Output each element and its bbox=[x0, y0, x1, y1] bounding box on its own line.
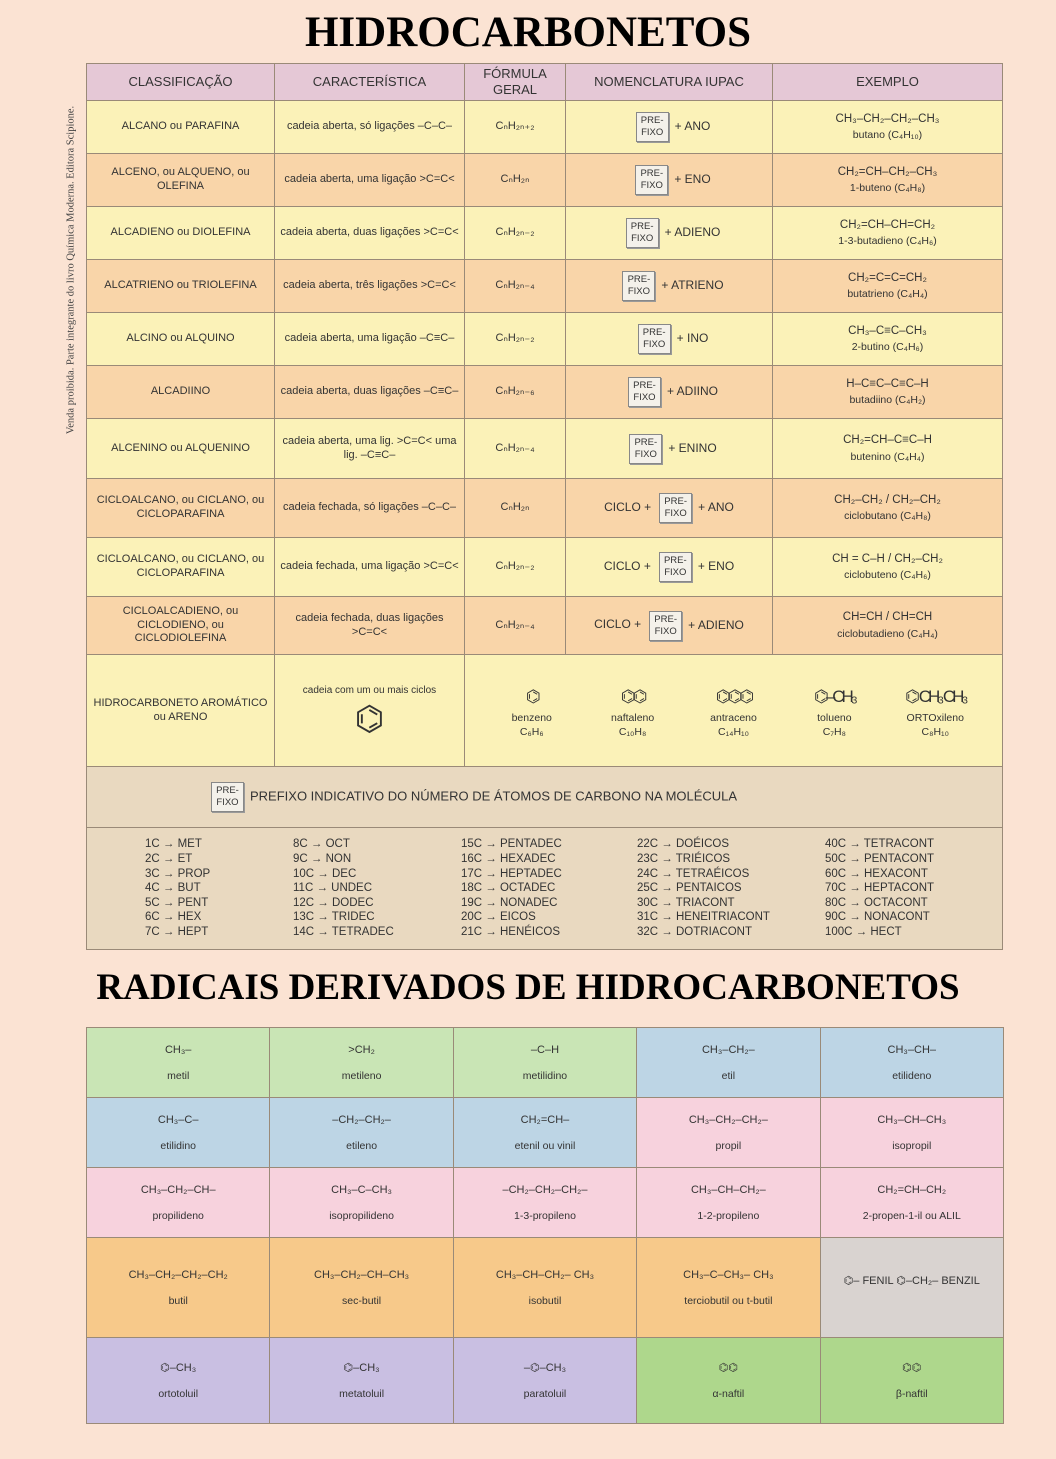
nomenclatura-cell bbox=[566, 313, 773, 366]
caracteristica-cell: cadeia fechada, duas ligações >C=C< bbox=[275, 597, 465, 655]
exemplo-cell bbox=[773, 154, 1003, 207]
ring-icon: ⌬–CH₃ bbox=[813, 687, 855, 707]
ciclo-prefix: CICLO + bbox=[604, 499, 652, 514]
example-formula: CH₂=CH–C≡C–H bbox=[843, 434, 932, 447]
radical-cell bbox=[87, 1338, 270, 1424]
suffix-text: + ADIINO bbox=[666, 383, 719, 398]
nomenclatura-cell bbox=[566, 419, 773, 479]
aromatic-example bbox=[481, 682, 582, 738]
prefix-item: 4C → BUT bbox=[145, 882, 201, 895]
prefix-item: 2C → ET bbox=[145, 853, 193, 866]
radical-formula: CH₃–CH₂–CH–CH₃ bbox=[314, 1268, 410, 1281]
prefix-box: PRE-FIXO bbox=[635, 165, 668, 195]
suffix-text: + ENO bbox=[697, 558, 735, 573]
radical-cell bbox=[637, 1168, 820, 1238]
prefix-item: 32C → DOTRIACONT bbox=[637, 925, 753, 938]
suffix-text: + ATRIENO bbox=[661, 277, 724, 292]
nomenclatura-cell bbox=[566, 479, 773, 538]
prefix-item: 14C → TETRADEC bbox=[293, 925, 394, 938]
benzene-ring-icon: ⌬ bbox=[354, 699, 385, 738]
radical-name: metil bbox=[167, 1069, 190, 1082]
radical-cell bbox=[820, 1168, 1003, 1238]
radical-name: 1-2-propileno bbox=[697, 1209, 760, 1222]
radical-formula: –C–H bbox=[530, 1043, 560, 1056]
prefix-item: 40C → TETRACONT bbox=[825, 838, 935, 851]
prefix-item: 3C → PROP bbox=[145, 867, 211, 880]
caracteristica-cell: cadeia aberta, uma ligação >C=C< bbox=[275, 154, 465, 207]
formula-cell: CₙH₂ₙ bbox=[465, 154, 566, 207]
prefix-item: 23C → TRIÉICOS bbox=[637, 853, 731, 866]
radical-cell bbox=[453, 1238, 636, 1338]
ring-icon: ⌬ bbox=[525, 687, 538, 707]
example-name: ciclobuteno (C₄H₆) bbox=[844, 569, 931, 582]
suffix-text: + ANO bbox=[674, 118, 711, 133]
classificacao-cell: ALCANO ou PARAFINA bbox=[87, 101, 275, 154]
prefix-item: 12C → DODEC bbox=[293, 896, 374, 909]
radical-formula: CH₃–C–CH₃ bbox=[331, 1183, 393, 1196]
exemplo-cell bbox=[773, 101, 1003, 154]
prefix-box: PRE-FIXO bbox=[211, 782, 244, 812]
aromatic-example bbox=[885, 682, 986, 738]
prefix-item: 21C → HENÉICOS bbox=[461, 925, 561, 938]
example-formula: CH = C–H / CH₂–CH₂ bbox=[832, 552, 943, 565]
example-name: butatrieno (C₄H₄) bbox=[847, 288, 928, 301]
aromatic-desc: cadeia com um ou mais ciclos bbox=[302, 685, 437, 697]
prefix-item: 100C → HECT bbox=[825, 925, 902, 938]
prefix-column bbox=[637, 837, 825, 939]
header-classificacao: CLASSIFICAÇÃO bbox=[87, 64, 275, 101]
header-formula: FÓRMULA GERAL bbox=[465, 64, 566, 101]
side-note: Venda proibida. Parte integrante do livro Química Moderna. Editora Scipione. bbox=[65, 105, 77, 435]
exemplo-cell bbox=[773, 207, 1003, 260]
ring-icon: ⌬⌬⌬ bbox=[715, 687, 752, 707]
suffix-text: + ANO bbox=[698, 499, 734, 514]
radical-name: sec-butil bbox=[342, 1294, 382, 1307]
radical-name: etil bbox=[721, 1069, 736, 1082]
prefix-item: 24C → TETRAÉICOS bbox=[637, 867, 750, 880]
classificacao-cell: ALCADIINO bbox=[87, 366, 275, 419]
aromatic-example bbox=[784, 682, 885, 738]
aromatic-name: tolueno bbox=[817, 712, 852, 725]
exemplo-cell bbox=[773, 479, 1003, 538]
radical-formula: ⌬⌬ bbox=[902, 1362, 922, 1374]
example-formula: H–C≡C–C≡C–H bbox=[846, 377, 929, 390]
header-nomenclatura: NOMENCLATURA IUPAC bbox=[566, 64, 773, 101]
radical-formula: CH₃–CH–CH₃ bbox=[877, 1113, 947, 1126]
radical-cell bbox=[270, 1338, 453, 1424]
prefix-item: 10C → DEC bbox=[293, 867, 357, 880]
radical-formula: CH₃–C–CH₃– CH₃ bbox=[683, 1268, 774, 1281]
aromatic-example bbox=[683, 682, 784, 738]
ciclo-prefix: CICLO + bbox=[603, 558, 651, 573]
prefix-box: PRE-FIXO bbox=[649, 611, 682, 641]
prefix-item: 11C → UNDEC bbox=[293, 882, 373, 895]
radical-name: isopropilideno bbox=[329, 1209, 394, 1222]
formula-cell: CₙH₂ₙ₋₄ bbox=[465, 260, 566, 313]
aromatic-name: ORTOxileno bbox=[906, 712, 964, 725]
table-row-aromatic bbox=[87, 655, 1003, 767]
prefix-column bbox=[293, 837, 461, 939]
radical-cell bbox=[270, 1098, 453, 1168]
example-name: 2-butino (C₄H₆) bbox=[851, 341, 924, 354]
prefix-item: 90C → NONACONT bbox=[825, 911, 930, 924]
radical-cell bbox=[820, 1028, 1003, 1098]
table-row bbox=[87, 479, 1003, 538]
table-row bbox=[87, 313, 1003, 366]
aromatic-formula: C₈H₁₀ bbox=[921, 725, 949, 738]
prefix-box: PRE-FIXO bbox=[626, 218, 659, 248]
classificacao-cell: ALCATRIENO ou TRIOLEFINA bbox=[87, 260, 275, 313]
prefix-item: 70C → HEPTACONT bbox=[825, 882, 935, 895]
example-formula: CH₂=C=C=CH₂ bbox=[848, 271, 927, 284]
radicals-table bbox=[86, 1027, 1004, 1424]
example-formula: CH₂=CH–CH=CH₂ bbox=[839, 218, 936, 231]
radical-cell bbox=[637, 1028, 820, 1098]
radical-formula: CH₃–CH–CH₂– bbox=[690, 1183, 766, 1196]
formula-cell: CₙH₂ₙ₋₆ bbox=[465, 366, 566, 419]
prefix-item: 31C → HENEITRIACONT bbox=[637, 911, 770, 924]
hydrocarbon-table bbox=[86, 63, 1003, 950]
prefix-item: 20C → EICOS bbox=[461, 911, 536, 924]
caracteristica-cell: cadeia aberta, duas ligações >C=C< bbox=[275, 207, 465, 260]
prefix-list-row bbox=[87, 828, 1003, 950]
nomenclatura-cell bbox=[566, 260, 773, 313]
radical-cell bbox=[87, 1238, 270, 1338]
classificacao-cell: CICLOALCANO, ou CICLANO, ou CICLOPARAFINA bbox=[87, 479, 275, 538]
prefix-item: 30C → TRIACONT bbox=[637, 896, 735, 909]
nomenclatura-cell bbox=[566, 101, 773, 154]
radical-cell bbox=[87, 1028, 270, 1098]
suffix-text: + ADIENO bbox=[688, 617, 744, 632]
caracteristica-cell: cadeia aberta, uma ligação –C≡C– bbox=[275, 313, 465, 366]
classificacao-cell: CICLOALCADIENO, ou CICLODIENO, ou CICLODIOLEFINA bbox=[87, 597, 275, 655]
suffix-text: + INO bbox=[676, 330, 709, 345]
exemplo-cell bbox=[773, 260, 1003, 313]
exemplo-cell bbox=[773, 419, 1003, 479]
caracteristica-cell: cadeia aberta, duas ligações –C≡C– bbox=[275, 366, 465, 419]
ciclo-prefix: CICLO + bbox=[594, 617, 642, 632]
prefix-item: 8C → OCT bbox=[293, 838, 350, 851]
formula-cell: CₙH₂ₙ₋₂ bbox=[465, 313, 566, 366]
radical-formula: CH₃–CH₂– bbox=[701, 1043, 755, 1056]
exemplo-cell bbox=[773, 538, 1003, 597]
prefix-box: PRE-FIXO bbox=[622, 271, 655, 301]
formula-cell: CₙH₂ₙ₋₄ bbox=[465, 419, 566, 479]
suffix-text: + ADIENO bbox=[664, 224, 721, 239]
table-row bbox=[87, 366, 1003, 419]
aromatic-formula: C₁₀H₈ bbox=[618, 725, 647, 738]
exemplo-cell bbox=[773, 366, 1003, 419]
radical-cell bbox=[270, 1238, 453, 1338]
suffix-text: + ENINO bbox=[668, 440, 717, 455]
prefix-item: 60C → HEXACONT bbox=[825, 867, 928, 880]
prefix-item: 22C → DOÉICOS bbox=[637, 838, 730, 851]
prefix-box: PRE-FIXO bbox=[659, 493, 692, 523]
radical-cell bbox=[270, 1168, 453, 1238]
classificacao-cell: HIDROCARBONETO AROMÁTICO ou ARENO bbox=[87, 655, 275, 767]
prefix-list-cell bbox=[87, 828, 1003, 950]
radical-cell bbox=[637, 1338, 820, 1424]
example-formula: CH=CH / CH=CH bbox=[842, 611, 933, 624]
nomenclatura-cell bbox=[566, 154, 773, 207]
caracteristica-cell: cadeia fechada, uma ligação >C=C< bbox=[275, 538, 465, 597]
radical-name: etenil ou vinil bbox=[514, 1139, 576, 1152]
radical-name: butil bbox=[168, 1294, 188, 1307]
radical-formula: –CH₂–CH₂– bbox=[332, 1113, 391, 1126]
radical-name: metatoluil bbox=[339, 1388, 385, 1400]
radical-formula: CH₃–CH₂–CH– bbox=[140, 1183, 216, 1196]
prefix-item: 7C → HEPT bbox=[145, 925, 209, 938]
radical-formula: CH₂=CH–CH₂ bbox=[877, 1183, 947, 1196]
prefix-column bbox=[145, 837, 293, 939]
formula-cell: CₙH₂ₙ bbox=[465, 479, 566, 538]
radical-cell bbox=[637, 1098, 820, 1168]
radical-cell bbox=[820, 1338, 1003, 1424]
prefix-item: 50C → PENTACONT bbox=[825, 853, 935, 866]
classificacao-cell: CICLOALCANO, ou CICLANO, ou CICLOPARAFINA bbox=[87, 538, 275, 597]
classificacao-cell: ALCADIENO ou DIOLEFINA bbox=[87, 207, 275, 260]
example-name: ciclobutano (C₄H₈) bbox=[844, 510, 931, 523]
aromatic-name: benzeno bbox=[511, 712, 552, 725]
prefix-box: PRE-FIXO bbox=[659, 552, 692, 582]
example-formula: CH₂–CH₂ / CH₂–CH₂ bbox=[834, 493, 941, 506]
radical-cell bbox=[87, 1098, 270, 1168]
prefix-item: 1C → MET bbox=[145, 838, 202, 851]
prefix-item: 9C → NON bbox=[293, 853, 352, 866]
radical-name: β-naftil bbox=[895, 1388, 928, 1400]
example-name: ciclobutadieno (C₄H₄) bbox=[837, 627, 938, 640]
example-formula: CH₂=CH–CH₂–CH₃ bbox=[837, 165, 938, 178]
prefix-item: 16C → HEXADEC bbox=[461, 853, 556, 866]
table-row bbox=[87, 260, 1003, 313]
example-name: 1-buteno (C₄H₈) bbox=[849, 182, 926, 195]
exemplo-cell bbox=[773, 313, 1003, 366]
radical-cell bbox=[820, 1238, 1003, 1338]
radical-name: 1-3-propileno bbox=[514, 1209, 576, 1222]
radical-cell bbox=[820, 1098, 1003, 1168]
prefix-item: 19C → NONADEC bbox=[461, 896, 558, 909]
prefix-box: PRE-FIXO bbox=[629, 434, 662, 464]
caracteristica-cell bbox=[275, 655, 465, 767]
radical-cell bbox=[453, 1098, 636, 1168]
radical-formula: CH₃–CH– bbox=[887, 1043, 937, 1056]
example-name: 1-3-butadieno (C₄H₆) bbox=[838, 235, 937, 248]
formula-cell: CₙH₂ₙ₊₂ bbox=[465, 101, 566, 154]
radical-formula: –⌬–CH₃ bbox=[523, 1362, 567, 1374]
formula-cell: CₙH₂ₙ₋₂ bbox=[465, 207, 566, 260]
prefix-item: 80C → OCTACONT bbox=[825, 896, 928, 909]
radical-name: paratoluil bbox=[523, 1388, 567, 1400]
radical-cell bbox=[453, 1168, 636, 1238]
radical-name: 2-propen-1-il ou ALIL bbox=[862, 1209, 961, 1222]
radical-row bbox=[87, 1338, 1004, 1424]
radical-formula: CH₃–C– bbox=[157, 1113, 199, 1126]
classificacao-cell: ALCINO ou ALQUINO bbox=[87, 313, 275, 366]
prefix-box: PRE-FIXO bbox=[636, 112, 669, 142]
example-name: butenino (C₄H₄) bbox=[850, 450, 925, 463]
radical-name: metilidino bbox=[522, 1069, 568, 1082]
table-row bbox=[87, 597, 1003, 655]
table-row bbox=[87, 101, 1003, 154]
radical-formula: CH₂=CH– bbox=[520, 1113, 570, 1126]
classificacao-cell: ALCENINO ou ALQUENINO bbox=[87, 419, 275, 479]
radical-row bbox=[87, 1238, 1004, 1338]
radical-formula: CH₃–CH₂–CH₂– bbox=[688, 1113, 768, 1126]
radical-name: α-naftil bbox=[712, 1388, 745, 1400]
radical-name: metileno bbox=[341, 1069, 382, 1082]
radical-name: isobutil bbox=[528, 1294, 562, 1307]
radical-formula: CH₃– bbox=[164, 1043, 192, 1056]
radical-row bbox=[87, 1028, 1004, 1098]
prefix-item: 5C → PENT bbox=[145, 896, 209, 909]
nomenclatura-cell bbox=[566, 207, 773, 260]
radical-name: terciobutil ou t-butil bbox=[684, 1294, 773, 1307]
radical-name: etileno bbox=[346, 1139, 378, 1152]
section-title-radicais: RADICAIS DERIVADOS DE HIDROCARBONETOS bbox=[96, 967, 960, 1008]
table-row bbox=[87, 419, 1003, 479]
caracteristica-cell: cadeia aberta, uma lig. >C=C< uma lig. –C≡C– bbox=[275, 419, 465, 479]
header-exemplo: EXEMPLO bbox=[773, 64, 1003, 101]
example-name: butano (C₄H₁₀) bbox=[852, 129, 923, 142]
radical-name: isopropil bbox=[892, 1139, 932, 1152]
nomenclatura-cell bbox=[566, 538, 773, 597]
table-row bbox=[87, 154, 1003, 207]
prefix-item: 18C → OCTADEC bbox=[461, 882, 556, 895]
radical-row bbox=[87, 1098, 1004, 1168]
aromatic-formula: C₇H₈ bbox=[822, 725, 846, 738]
radical-formula: ⌬– FENIL ⌬–CH₂– BENZIL bbox=[843, 1275, 980, 1287]
radical-name: propil bbox=[715, 1139, 742, 1152]
radical-name: etilideno bbox=[892, 1069, 932, 1082]
radical-name: ortotoluil bbox=[158, 1388, 199, 1400]
header-caracteristica: CARACTERÍSTICA bbox=[275, 64, 465, 101]
prefix-item: 13C → TRIDEC bbox=[293, 911, 375, 924]
formula-cell: CₙH₂ₙ₋₂ bbox=[465, 538, 566, 597]
prefix-column bbox=[461, 837, 637, 939]
table-row bbox=[87, 207, 1003, 260]
prefix-column bbox=[825, 837, 975, 939]
prefix-item: 25C → PENTAICOS bbox=[637, 882, 742, 895]
exemplo-cell bbox=[773, 597, 1003, 655]
caracteristica-cell: cadeia aberta, três ligações >C=C< bbox=[275, 260, 465, 313]
table-row bbox=[87, 538, 1003, 597]
suffix-text: + ENO bbox=[674, 171, 711, 186]
ring-icon: ⌬ CH₃ CH₃ bbox=[905, 687, 966, 707]
radical-formula: –CH₂–CH₂–CH₂– bbox=[502, 1183, 588, 1196]
radical-formula: >CH₂ bbox=[348, 1043, 375, 1056]
example-formula: CH₃–C≡C–CH₃ bbox=[848, 324, 927, 337]
prefix-box: PRE-FIXO bbox=[628, 377, 661, 407]
ring-icon: ⌬⌬ bbox=[620, 687, 645, 707]
radical-row bbox=[87, 1168, 1004, 1238]
prefix-item: 17C → HEPTADEC bbox=[461, 867, 562, 880]
classificacao-cell: ALCENO, ou ALQUENO, ou OLEFINA bbox=[87, 154, 275, 207]
prefix-item: 15C → PENTADEC bbox=[461, 838, 562, 851]
radical-cell bbox=[453, 1028, 636, 1098]
radical-formula: CH₃–CH–CH₂– CH₃ bbox=[495, 1268, 595, 1281]
caracteristica-cell: cadeia aberta, só ligações –C–C– bbox=[275, 101, 465, 154]
page-title: HIDROCARBONETOS bbox=[304, 9, 752, 56]
radical-name: propilideno bbox=[152, 1209, 204, 1222]
aromatic-examples bbox=[465, 655, 1003, 767]
aromatic-formula: C₁₄H₁₀ bbox=[718, 725, 749, 738]
prefix-desc-cell bbox=[87, 767, 1003, 828]
prefix-desc-row bbox=[87, 767, 1003, 828]
radical-cell bbox=[87, 1168, 270, 1238]
formula-cell: CₙH₂ₙ₋₄ bbox=[465, 597, 566, 655]
example-formula: CH₃–CH₂–CH₂–CH₃ bbox=[835, 112, 940, 125]
prefix-box: PRE-FIXO bbox=[638, 324, 671, 354]
radical-formula: ⌬–CH₃ bbox=[343, 1362, 380, 1374]
aromatic-example bbox=[582, 682, 683, 738]
radical-formula: CH₃–CH₂–CH₂–CH₂ bbox=[128, 1268, 228, 1281]
radical-cell bbox=[637, 1238, 820, 1338]
prefix-description: PREFIXO INDICATIVO DO NÚMERO DE ÁTOMOS DE CARBONO NA MOLÉCULA bbox=[250, 788, 738, 804]
radical-formula: ⌬⌬ bbox=[718, 1362, 738, 1374]
aromatic-name: antraceno bbox=[710, 712, 757, 725]
radical-cell bbox=[270, 1028, 453, 1098]
aromatic-name: naftaleno bbox=[611, 712, 655, 725]
radical-cell bbox=[453, 1338, 636, 1424]
nomenclatura-cell bbox=[566, 597, 773, 655]
nomenclatura-cell bbox=[566, 366, 773, 419]
example-name: butadiino (C₄H₂) bbox=[849, 394, 926, 407]
caracteristica-cell: cadeia fechada, só ligações –C–C– bbox=[275, 479, 465, 538]
radical-formula: ⌬–CH₃ bbox=[160, 1362, 197, 1374]
prefix-item: 6C → HEX bbox=[145, 911, 202, 924]
aromatic-formula: C₆H₆ bbox=[519, 725, 544, 738]
radical-name: etilidino bbox=[160, 1139, 196, 1152]
